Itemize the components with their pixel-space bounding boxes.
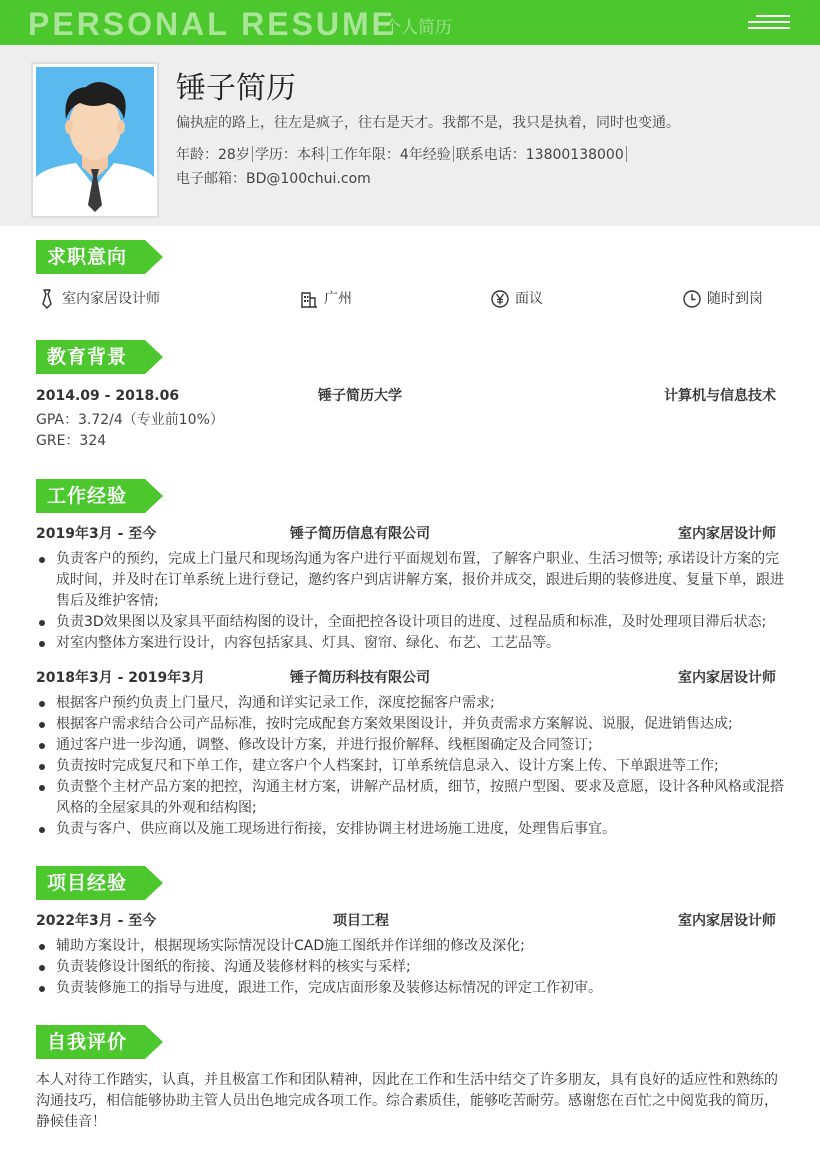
- project-duties-list: [36, 936, 786, 999]
- gre-text: GRE：324: [36, 433, 107, 449]
- education-row: [36, 386, 776, 406]
- divider: [453, 146, 454, 162]
- list-item: 负责3D效果图以及家具平面结构图的设计，全面把控各设计项目的进度、过程品质和标准，及时处理项目滞后状态;: [36, 612, 786, 633]
- project-name: 项目工程: [333, 913, 389, 929]
- avatar-icon: [36, 67, 154, 213]
- major-name: 计算机与信息技术: [664, 388, 776, 404]
- availability-text: 随时到岗: [707, 291, 763, 307]
- salary-text: 面议: [515, 291, 543, 307]
- section-title: 工作经验: [47, 485, 128, 507]
- resume-title-cn: 个人简历: [384, 18, 452, 38]
- list-item: 根据客户需求结合公司产品标准，按时完成配套方案效果图设计，并负责需求方案解说、说服，促进销售达成;: [36, 714, 786, 735]
- section-banner-education: [36, 340, 163, 374]
- job-role: 室内家居设计师: [678, 526, 776, 542]
- candidate-motto: 偏执症的路上，往左是疯子，往右是天才。我都不是，我只是执着，同时也变通。: [176, 115, 680, 131]
- project-period: 2022年3月 - 至今: [36, 913, 157, 929]
- list-item: 负责客户的预约，完成上门量尺和现场沟通为客户进行平面规划布置，了解客户职业、生活习惯等; 承诺设计方案的完成时间，并及时在订单系统上进行登记，邀约客户到店讲解方案，报价并成交，跟进后期的装修进度、复量下单，跟进售后及维护客情;: [36, 549, 786, 612]
- divider: [252, 146, 253, 162]
- work-period: 2019年3月 - 至今: [36, 526, 157, 542]
- top-bar: [0, 0, 820, 45]
- work-row: [36, 524, 776, 544]
- city-text: 广州: [324, 291, 352, 307]
- menu-icon[interactable]: [748, 15, 790, 33]
- self-evaluation-text: 本人对待工作踏实，认真，并且极富工作和团队精神，因此在工作和生活中结交了许多朋友，具有良好的适应性和熟练的沟通技巧，相信能够协助主管人员出色地完成各项工作。综合素质佳，能够吃苦耐劳。感谢您在百忙之中阅览我的简历，静候佳音！: [36, 1072, 778, 1130]
- position-text: 室内家居设计师: [62, 291, 160, 307]
- section-banner-project: [36, 866, 163, 900]
- building-icon: [300, 289, 318, 309]
- section-title: 求职意向: [47, 246, 128, 268]
- clock-icon: [683, 289, 701, 309]
- work-duties-list: [36, 549, 786, 654]
- basic-info: [176, 145, 629, 165]
- gpa-text: GPA：3.72/4（专业前10%）: [36, 412, 224, 428]
- list-item: 负责按时完成复尺和下单工作，建立客户个人档案封，订单系统信息录入、设计方案上传、下单跟进等工作;: [36, 756, 786, 777]
- candidate-name: 锤子简历: [176, 71, 296, 106]
- section-title: 教育背景: [47, 346, 128, 368]
- list-item: 负责装修施工的指导与进度，跟进工作，完成店面形象及装修达标情况的评定工作初审。: [36, 978, 786, 999]
- work-duties-list: [36, 693, 786, 840]
- list-item: 辅助方案设计，根据现场实际情况设计CAD施工图纸并作详细的修改及深化;: [36, 936, 786, 957]
- divider: [626, 146, 627, 162]
- section-banner-intent: [36, 240, 163, 274]
- age-text: 年龄：28岁: [176, 147, 250, 163]
- project-role: 室内家居设计师: [678, 913, 776, 929]
- email-text[interactable]: 电子邮箱：BD@100chui.com: [176, 171, 371, 187]
- section-banner-self: [36, 1025, 163, 1059]
- section-banner-work: [36, 479, 163, 513]
- list-item: 根据客户预约负责上门量尺，沟通和详实记录工作，深度挖掘客户需求;: [36, 693, 786, 714]
- profile-header: [0, 45, 820, 226]
- list-item: 负责与客户、供应商以及施工现场进行衔接，安排协调主材进场施工进度，处理售后事宜。: [36, 819, 786, 840]
- list-item: 对室内整体方案进行设计，内容包括家具、灯具、窗帘、绿化、布艺、工艺品等。: [36, 633, 786, 654]
- project-row: [36, 911, 776, 931]
- list-item: 通过客户进一步沟通，调整、修改设计方案，并进行报价解释、线框图确定及合同签订;: [36, 735, 786, 756]
- years-text: 工作年限：4年经验: [329, 147, 451, 163]
- company-name: 锤子简历信息有限公司: [290, 526, 430, 542]
- section-title: 项目经验: [47, 872, 128, 894]
- company-name: 锤子简历科技有限公司: [290, 670, 430, 686]
- education-text: 学历：本科: [254, 147, 325, 163]
- work-row: [36, 668, 776, 688]
- divider: [327, 146, 328, 162]
- school-name: 锤子简历大学: [318, 388, 402, 404]
- list-item: 负责装修设计图纸的衔接、沟通及装修材料的核实与采样;: [36, 957, 786, 978]
- avatar: [31, 62, 159, 218]
- education-period: 2014.09 - 2018.06: [36, 388, 180, 404]
- section-title: 自我评价: [47, 1031, 128, 1053]
- yen-icon: [491, 289, 509, 309]
- tie-icon: [38, 289, 56, 309]
- list-item: 负责整个主材产品方案的把控，沟通主材方案，讲解产品材质，细节，按照户型图、要求及意愿，设计各种风格或混搭风格的全屋家具的外观和结构图;: [36, 777, 786, 819]
- phone-text: 联系电话：13800138000: [455, 147, 624, 163]
- resume-title-en: PERSONAL RESUME: [28, 6, 397, 42]
- job-role: 室内家居设计师: [678, 670, 776, 686]
- work-period: 2018年3月 - 2019年3月: [36, 670, 205, 686]
